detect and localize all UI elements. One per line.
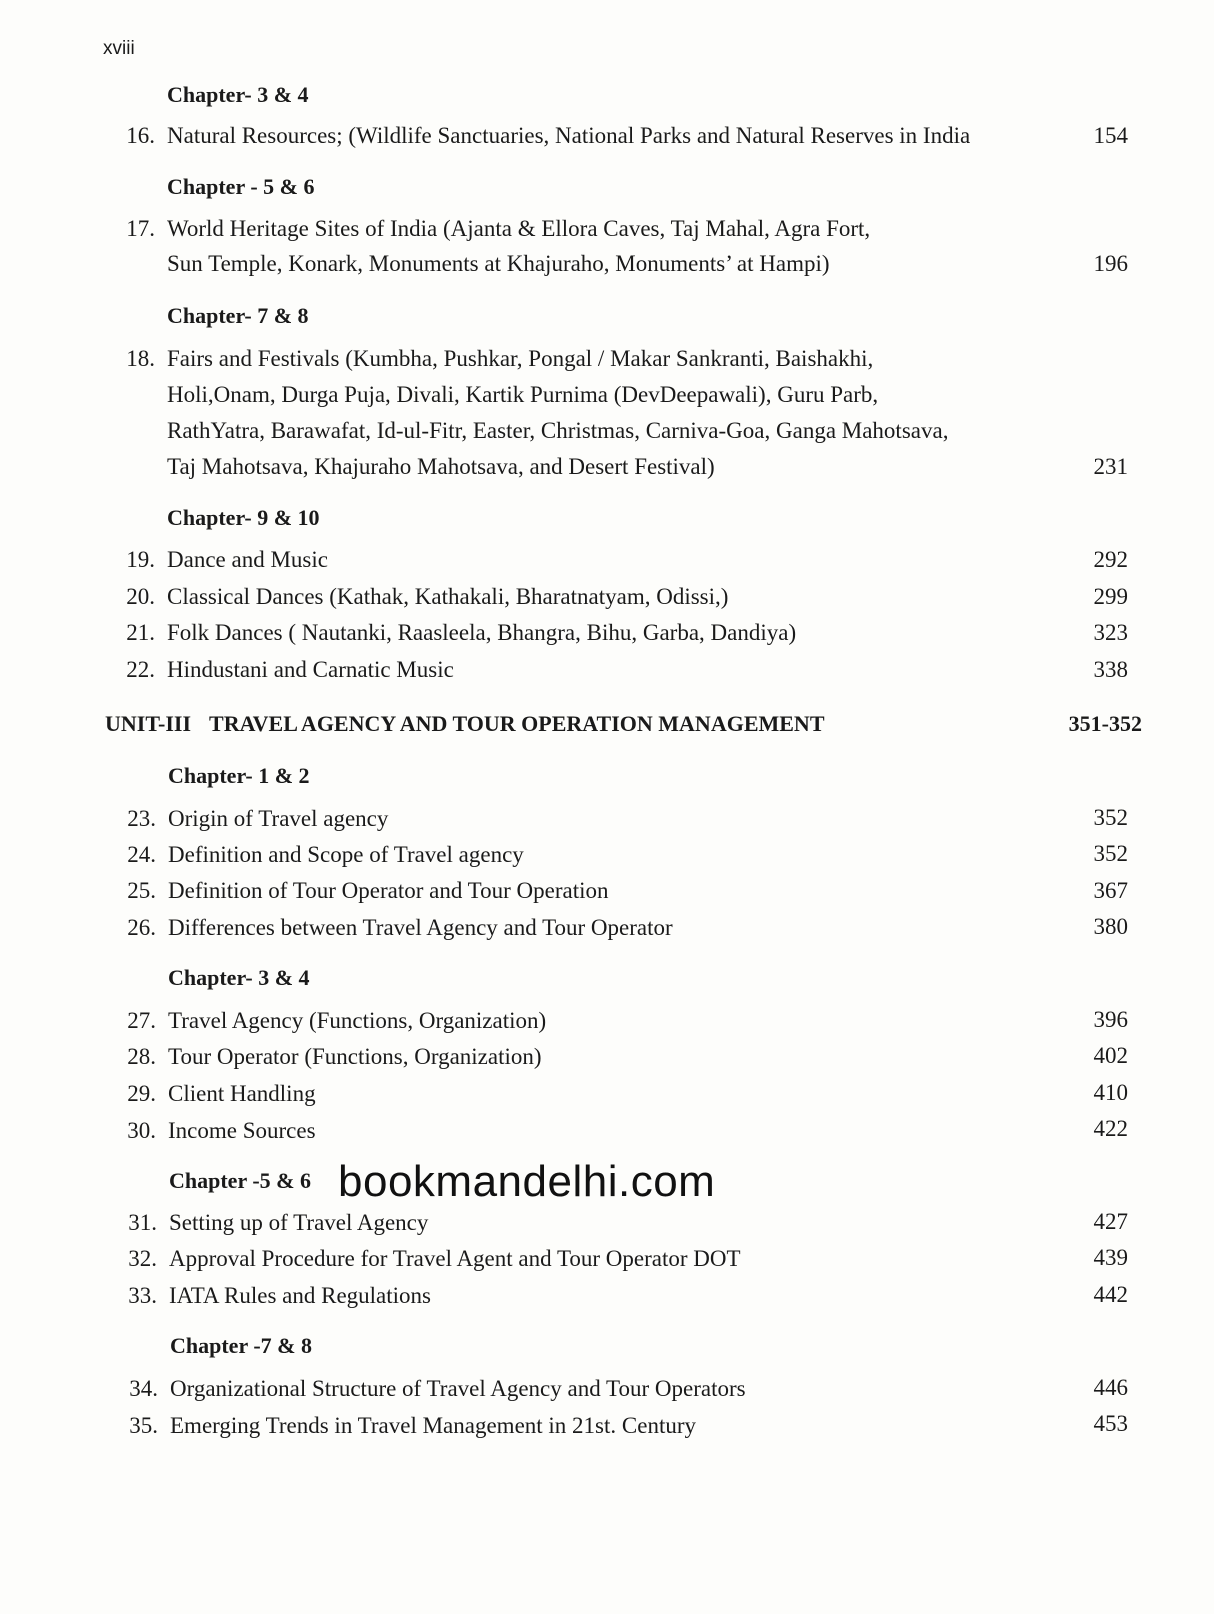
toc-entry [109, 1211, 428, 1234]
entry-page: 422 [1093, 1116, 1128, 1141]
toc-entry [107, 347, 873, 370]
entry-title: Client Handling [168, 1081, 316, 1106]
entry-number: 23. [127, 806, 156, 831]
entry-number: 25. [127, 878, 156, 903]
entry-number: 30. [127, 1118, 156, 1143]
entry-number: 28. [127, 1044, 156, 1069]
toc-entry [107, 548, 328, 571]
entry-number: 16. [126, 123, 155, 148]
toc-entry [108, 843, 524, 866]
entry-title: Natural Resources; (Wildlife Sanctuaries, National Parks and Natural Reserves in India [167, 123, 971, 148]
entry-page: 154 [1093, 123, 1128, 148]
toc-entry [107, 658, 454, 681]
entry-title: Emerging Trends in Travel Management in 21st. Century [170, 1413, 697, 1438]
entry-title: Origin of Travel agency [168, 806, 389, 831]
page-number: xviii [103, 38, 135, 59]
entry-title: Organizational Structure of Travel Agency and Tour Operators [170, 1376, 746, 1401]
chapter-heading: Chapter - 5 & 6 [167, 174, 315, 199]
entry-page: 367 [1093, 878, 1128, 903]
entry-page: 439 [1093, 1245, 1128, 1270]
chapter-heading: Chapter- 9 & 10 [167, 505, 320, 530]
entry-page: 231 [1093, 454, 1128, 479]
entry-title-continued: Sun Temple, Konark, Monuments at Khajuraho, Monuments’ at Hampi) [167, 251, 830, 276]
entry-number: 21. [126, 620, 155, 645]
entry-title-continued: Taj Mahotsava, Khajuraho Mahotsava, and Desert Festival) [167, 454, 715, 479]
toc-entry [110, 1414, 696, 1437]
entry-number: 35. [129, 1413, 158, 1438]
entry-title: Folk Dances ( Nautanki, Raasleela, Bhangra, Bihu, Garba, Dandiya) [167, 620, 797, 645]
entry-page: 396 [1093, 1007, 1128, 1032]
entry-page: 446 [1093, 1375, 1128, 1400]
entry-title: Approval Procedure for Travel Agent and Tour Operator DOT [169, 1246, 741, 1271]
toc-entry [108, 916, 673, 939]
unit-pages: 351-352 [1068, 711, 1142, 736]
entry-title: Classical Dances (Kathak, Kathakali, Bharatnatyam, Odissi,) [167, 584, 729, 609]
entry-page: 338 [1093, 657, 1128, 682]
toc-entry [108, 1009, 546, 1032]
entry-title: Tour Operator (Functions, Organization) [168, 1044, 542, 1069]
entry-title-continued: RathYatra, Barawafat, Id-ul-Fitr, Easter, Christmas, Carniva-Goa, Ganga Mahotsava, [167, 418, 949, 443]
entry-number: 20. [126, 584, 155, 609]
entry-title: IATA Rules and Regulations [169, 1283, 431, 1308]
toc-entry [107, 124, 970, 147]
entry-title: Setting up of Travel Agency [169, 1210, 429, 1235]
unit-heading [105, 713, 825, 735]
entry-page: 380 [1093, 914, 1128, 939]
entry-number: 17. [126, 216, 155, 241]
entry-title: Differences between Travel Agency and Tour Operator [168, 915, 673, 940]
toc-entry [107, 585, 728, 608]
entry-title: Income Sources [168, 1118, 316, 1143]
entry-title: Hindustani and Carnatic Music [167, 657, 454, 682]
entry-page: 323 [1093, 620, 1128, 645]
entry-number: 34. [129, 1376, 158, 1401]
entry-number: 18. [126, 346, 155, 371]
entry-page: 196 [1093, 251, 1128, 276]
toc-entry [107, 621, 796, 644]
entry-title: Travel Agency (Functions, Organization) [168, 1008, 547, 1033]
entry-number: 22. [126, 657, 155, 682]
entry-number: 26. [127, 915, 156, 940]
toc-entry [110, 1377, 746, 1400]
toc-entry [108, 1082, 316, 1105]
chapter-heading: Chapter- 7 & 8 [167, 303, 309, 328]
entry-title-continued: Holi,Onam, Durga Puja, Divali, Kartik Purnima (DevDeepawali), Guru Parb, [167, 382, 879, 407]
unit-label: UNIT-III [105, 711, 192, 736]
toc-entry [109, 1247, 741, 1270]
entry-number: 31. [128, 1210, 157, 1235]
entry-number: 24. [127, 842, 156, 867]
entry-page: 427 [1093, 1209, 1128, 1234]
entry-page: 442 [1093, 1282, 1128, 1307]
entry-title: Dance and Music [167, 547, 328, 572]
entry-number: 29. [127, 1081, 156, 1106]
toc-entry [107, 217, 870, 240]
chapter-heading: Chapter- 3 & 4 [168, 965, 310, 990]
entry-page: 410 [1093, 1080, 1128, 1105]
entry-number: 19. [126, 547, 155, 572]
entry-page: 352 [1093, 841, 1128, 866]
entry-page: 352 [1093, 805, 1128, 830]
entry-page: 402 [1093, 1043, 1128, 1068]
entry-title: Definition of Tour Operator and Tour Operation [168, 878, 609, 903]
entry-number: 33. [128, 1283, 157, 1308]
entry-number: 32. [128, 1246, 157, 1271]
toc-entry [109, 1284, 431, 1307]
chapter-heading: Chapter- 3 & 4 [167, 82, 309, 107]
toc-entry [108, 807, 388, 830]
entry-title: Definition and Scope of Travel agency [168, 842, 524, 867]
entry-title: Fairs and Festivals (Kumbha, Pushkar, Pongal / Makar Sankranti, Baishakhi, [167, 346, 874, 371]
chapter-heading: Chapter -7 & 8 [170, 1333, 312, 1358]
toc-entry [108, 1045, 542, 1068]
entry-page: 299 [1093, 584, 1128, 609]
chapter-heading: Chapter- 1 & 2 [168, 763, 310, 788]
watermark-text: bookmandelhi.com [338, 1157, 716, 1206]
toc-entry [108, 879, 608, 902]
chapter-heading: Chapter -5 & 6 [169, 1168, 311, 1193]
toc-entry [108, 1119, 316, 1142]
entry-number: 27. [127, 1008, 156, 1033]
entry-page: 292 [1093, 547, 1128, 572]
entry-title: World Heritage Sites of India (Ajanta & Ellora Caves, Taj Mahal, Agra Fort, [167, 216, 871, 241]
entry-page: 453 [1093, 1411, 1128, 1436]
unit-title: TRAVEL AGENCY AND TOUR OPERATION MANAGEMENT [209, 711, 825, 736]
